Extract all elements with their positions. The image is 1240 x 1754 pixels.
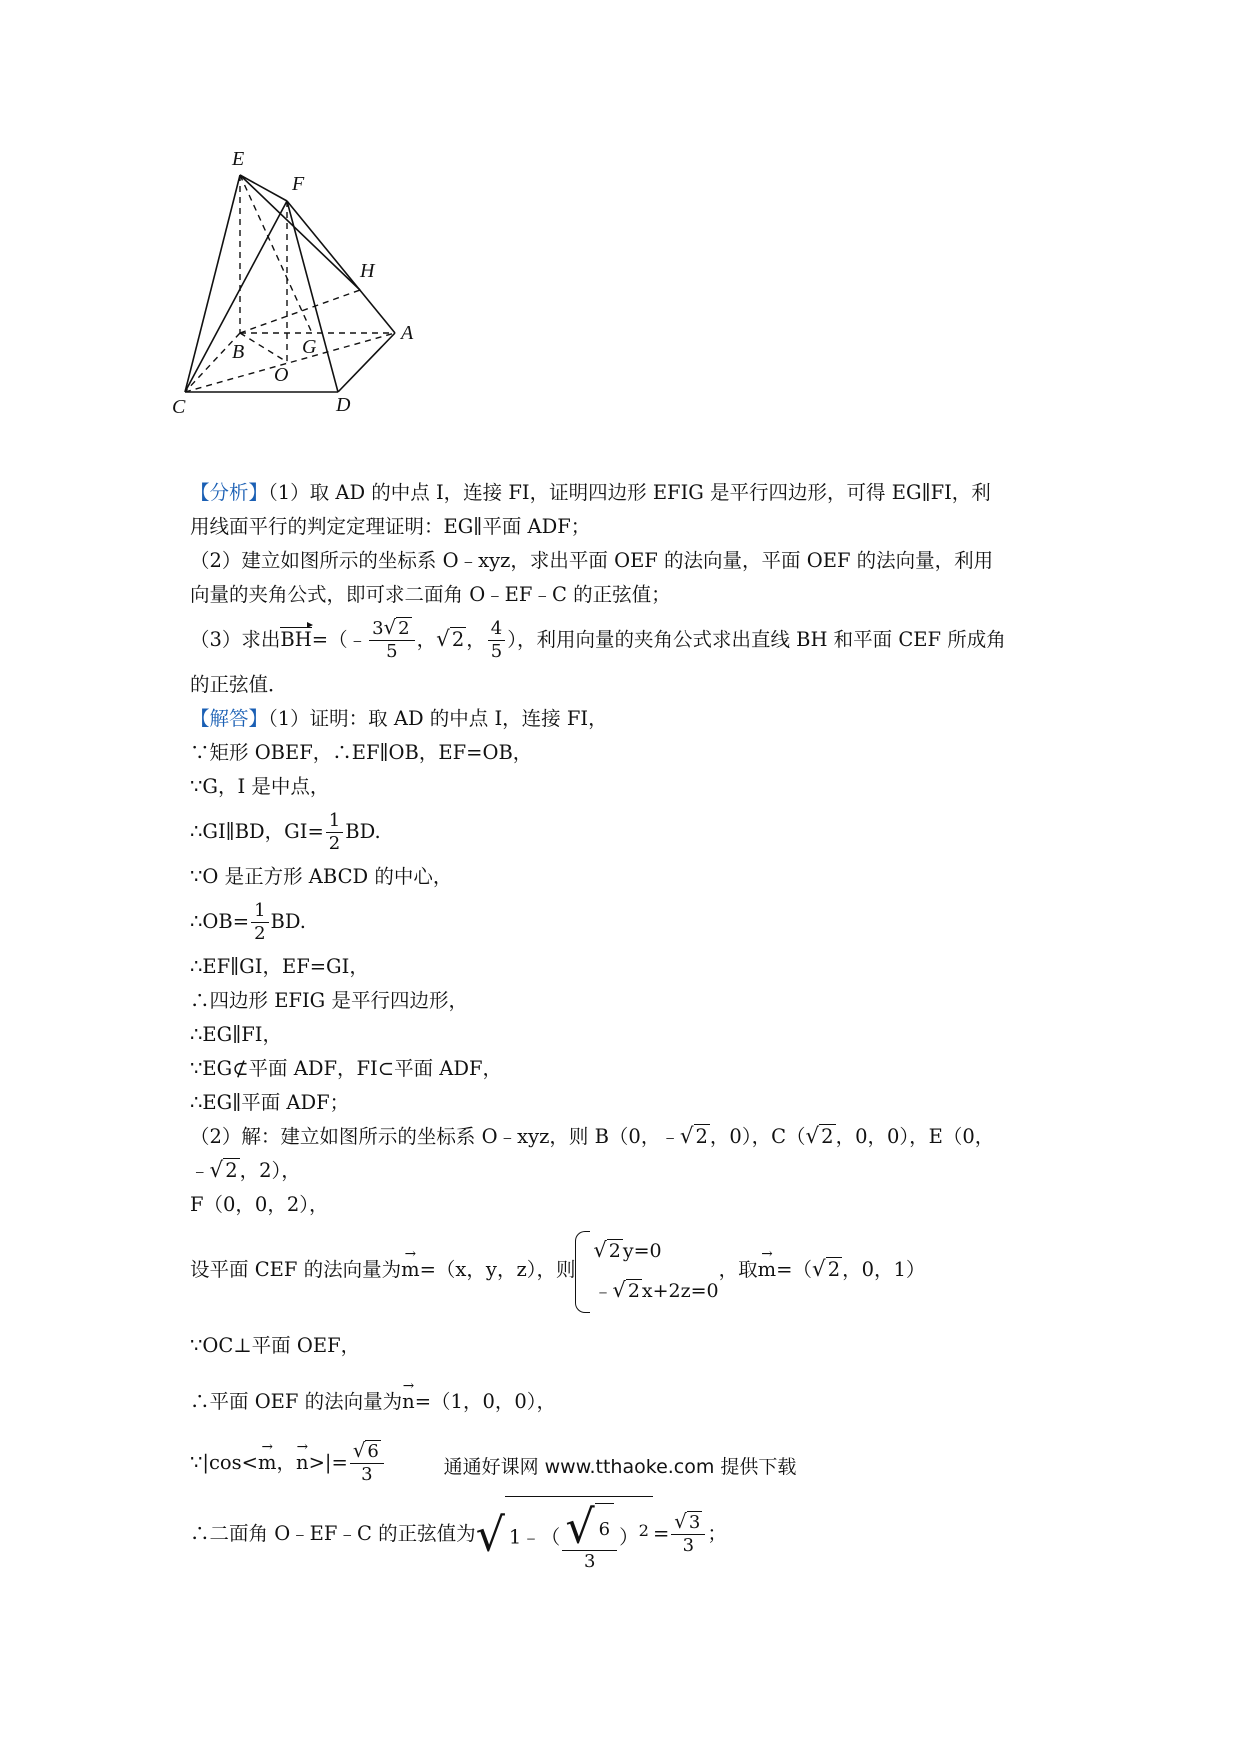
- solution-line-9: [190, 1018, 1070, 1052]
- fraction: $\frac{1}{2}$: [326, 810, 343, 855]
- pyramid-diagram: [172, 148, 480, 475]
- analysis-text: =（﹣: [311, 628, 368, 651]
- label-E: E: [232, 148, 245, 170]
- fraction: $\frac{3√ 2}{5}$: [369, 618, 415, 663]
- solution-line-4: ∴GI∥BD，GI= $\frac{1}{2}$ BD.: [190, 810, 381, 854]
- analysis-line-2: [190, 510, 1070, 544]
- analysis-text: （1）取 AD 的中点 I，连接 FI，证明四边形 EFIG 是平行四边形，可得 EG∥FI，利: [268, 481, 991, 504]
- edge-BO: [240, 333, 287, 362]
- vector-n: → n: [402, 1392, 415, 1412]
- solution-text: ∴EG∥FI，: [190, 1023, 282, 1046]
- analysis-text: ），利用向量的夹角公式求出直线 BH 和平面 CEF 所成角: [507, 628, 1006, 651]
- fraction: $\frac{√ 3}{3}$: [671, 1512, 705, 1557]
- solution-text: ∴EF∥GI，EF=GI，: [190, 955, 369, 978]
- edge-FC: [185, 201, 287, 392]
- solution-line-17: ∴平面 OEF 的法向量为→ n=（1，0，0），: [190, 1374, 1070, 1430]
- vector-m: → m: [401, 1260, 420, 1280]
- solution-text: ∴EG∥平面 ADF；: [190, 1091, 350, 1114]
- solution-line-16: [190, 1318, 1070, 1374]
- vector-n: → n: [296, 1453, 309, 1473]
- edge-FA: [287, 201, 395, 333]
- label-F: F: [292, 173, 305, 195]
- solution-line-14: [190, 1188, 1070, 1222]
- radical: √ 2: [679, 1124, 708, 1149]
- solution-text: （1）证明：取 AD 的中点 I，连接 FI，: [268, 707, 608, 730]
- fraction: $\frac{4}{5}$: [488, 618, 505, 663]
- solution-text: ∵EG⊄平面 ADF，FI⊂平面 ADF，: [190, 1057, 503, 1080]
- solution-line-1: [190, 702, 1070, 736]
- analysis-text: 的正弦值．: [190, 673, 288, 696]
- solution-line-6: ∴OB= $\frac{1}{2}$ BD.: [190, 900, 306, 944]
- analysis-line-5: （3）求出BH=（﹣ $\frac{3√ 2}{5}$ ，√ 2 ， $\frac{4}{5}$ ），利用向量的夹角公式求出直线 BH 和平面 CEF 所成角: [190, 616, 1006, 662]
- label-H: H: [360, 260, 375, 282]
- analysis-line-6: [190, 668, 1070, 702]
- solution-text: ∵G，I 是中点，: [190, 775, 330, 798]
- solution-line-2: [190, 736, 1070, 770]
- edge-DA: [338, 333, 395, 392]
- solution-text: ∴四边形 EFIG 是平行四边形，: [190, 989, 468, 1012]
- fraction: $\frac{1}{2}$: [251, 900, 268, 945]
- fraction: $\frac{√ 6}{3}$: [350, 1441, 384, 1486]
- vector-m: → m: [758, 1260, 777, 1280]
- solution-line-12: （2）解：建立如图所示的坐标系 O﹣xyz，则 B（0，﹣√ 2 ，0），C（√ 2 ，0，0），E（0，: [190, 1124, 995, 1149]
- solution-content: [190, 476, 1070, 1572]
- radical: √ 2: [209, 1158, 238, 1183]
- pyramid-figure: [172, 148, 480, 475]
- solution-line-7: [190, 950, 1070, 984]
- analysis-text: 用线面平行的判定定理证明：EG∥平面 ADF；: [190, 515, 591, 538]
- analysis-text: （3）求出: [190, 628, 281, 651]
- analysis-text: 向量的夹角公式，即可求二面角 O﹣EF﹣C 的正弦值；: [190, 583, 671, 606]
- radical: √ 2: [436, 627, 465, 652]
- label-A: A: [401, 322, 414, 344]
- label-O: O: [274, 364, 289, 386]
- vector-m: → m: [258, 1453, 277, 1473]
- radical: √ 1﹣（ $\frac{√ 6}{3}$ ）$^2$: [476, 1496, 653, 1573]
- solution-line-11: [190, 1086, 1070, 1120]
- solution-line-3: [190, 770, 1070, 804]
- analysis-line-4: [190, 578, 1070, 612]
- analysis-line-3: [190, 544, 1070, 578]
- solution-line-8: [190, 984, 1070, 1018]
- solution-line-18: ∵|cos<→ m，→ n>|= $\frac{√ 6}{3}$: [190, 1430, 1070, 1496]
- equation-system: √ 2 y=0 ﹣√ 2 x+2z=0: [575, 1231, 718, 1311]
- solution-line-13: ﹣√ 2 ，2），: [190, 1158, 301, 1183]
- analysis-line-1: [190, 476, 1070, 510]
- solution-line-19: ∴二面角 O﹣EF﹣C 的正弦值为√ 1﹣（ $\frac{√ 6}{3}$ ）$^2$ = $\frac{√ 3}{3}$ ；: [190, 1496, 1070, 1562]
- analysis-text: （2）建立如图所示的坐标系 O﹣xyz，求出平面 OEF 的法向量，平面 OEF 的法向量，利用: [190, 549, 994, 572]
- radical: √ 2: [805, 1124, 834, 1149]
- solution-tag: 【解答】: [190, 707, 269, 730]
- label-C: C: [172, 396, 186, 418]
- solution-text: ∵O 是正方形 ABCD 的中心，: [190, 865, 453, 888]
- analysis-tag: 【分析】: [190, 481, 269, 504]
- footer-text: 通通好课网 www.tthaoke.com 提供下载: [443, 1456, 797, 1478]
- edge-CA: [185, 333, 395, 392]
- solution-text: ∵矩形 OBEF，∴EF∥OB，EF=OB，: [190, 741, 533, 764]
- edge-BH: [240, 290, 360, 333]
- solution-line-5: [190, 860, 1070, 894]
- label-D: D: [336, 394, 351, 416]
- label-B: B: [232, 341, 245, 363]
- solution-text: F（0，0，2），: [190, 1193, 329, 1216]
- label-G: G: [302, 336, 317, 358]
- solution-line-10: [190, 1052, 1070, 1086]
- solution-text: ∵OC⊥平面 OEF，: [190, 1334, 361, 1357]
- radical: √ 2: [812, 1257, 841, 1282]
- solution-line-15: 设平面 CEF 的法向量为→ m=（x，y，z），则 √ 2 y=0 ﹣√ 2 x+2z=0 ，取→ m=（√ 2 ，0，1）: [190, 1222, 1070, 1318]
- vector-BH: BH: [280, 628, 312, 651]
